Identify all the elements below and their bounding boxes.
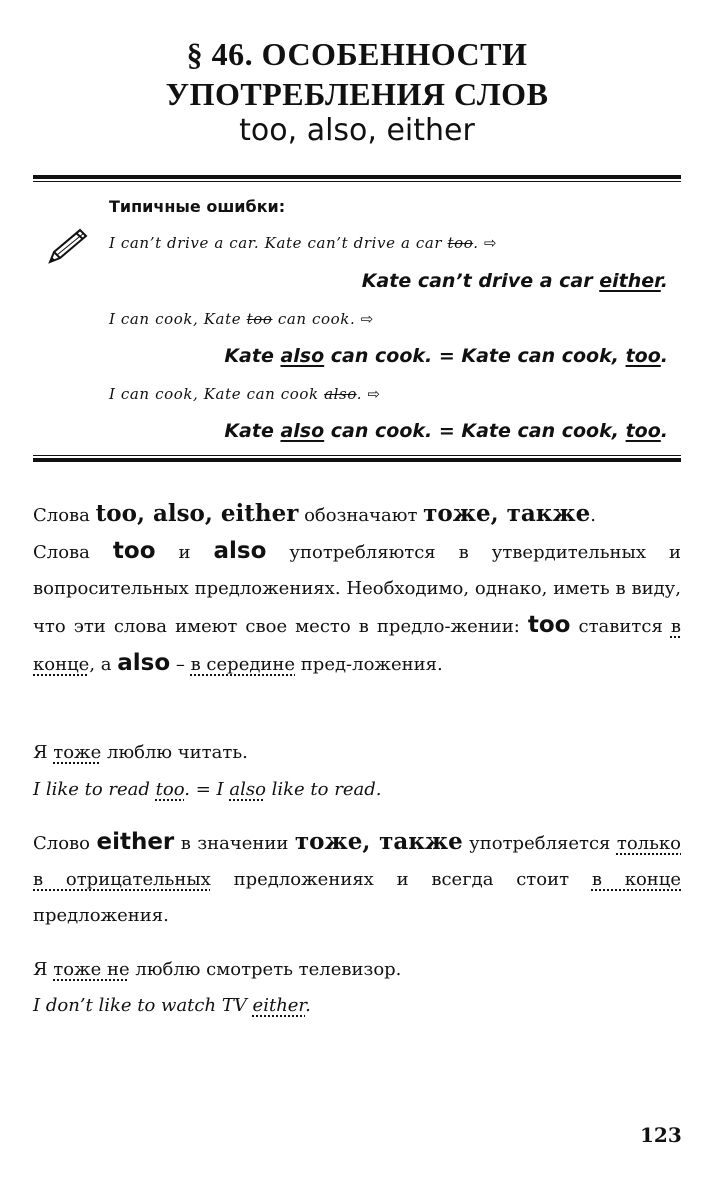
section-title-words: too, also, either bbox=[239, 113, 475, 148]
paragraph-too-also: Слова too и also употребляются в утвердительных и вопросительных предложениях. Необходимо, однако, иметь в виду, что эти слова имеют свое место в предло-жении: too ставится в конце, а also – в середине пред-ложения. bbox=[33, 538, 681, 676]
example-ru-2: Я тоже не люблю смотреть телевизор. bbox=[33, 959, 402, 980]
pencil-icon bbox=[44, 226, 92, 266]
box-top-rule bbox=[33, 175, 681, 182]
section-title-line2: УПОТРЕБЛЕНИЯ СЛОВ bbox=[165, 76, 549, 112]
correction-3: Kate also can cook. = Kate can cook, too. bbox=[224, 420, 668, 442]
arrow-right-icon: ⇨ bbox=[360, 310, 374, 328]
page-number: 123 bbox=[640, 1123, 682, 1147]
correction-2: Kate also can cook. = Kate can cook, too. bbox=[224, 345, 668, 367]
typical-mistakes-label: Типичные ошибки: bbox=[109, 197, 286, 216]
box-bottom-rule bbox=[33, 455, 681, 462]
section-title-line1: § 46. ОСОБЕННОСТИ bbox=[186, 36, 528, 72]
example-ru-1: Я тоже люблю читать. bbox=[33, 742, 248, 763]
mistake-example-3: I can cook, Kate can cook also. ⇨ bbox=[109, 385, 381, 403]
paragraph-either: Слово either в значении тоже, также употребляется только в отрицательных предложениях и всегда стоит в конце предложения. bbox=[33, 828, 682, 926]
arrow-right-icon: ⇨ bbox=[483, 234, 498, 252]
paragraph-meaning: Слова too, also, either обозначают тоже, также. bbox=[33, 500, 596, 527]
mistake-example-1: I can’t drive a car. Kate can’t drive a car too. ⇨ bbox=[109, 234, 498, 252]
correction-1: Kate can’t drive a car either. bbox=[361, 270, 668, 292]
example-en-1: I like to read too. = I also like to read. bbox=[33, 779, 382, 800]
example-en-2: I don’t like to watch TV either. bbox=[33, 995, 311, 1016]
mistake-example-2: I can cook, Kate too can cook. ⇨ bbox=[109, 310, 374, 328]
arrow-right-icon: ⇨ bbox=[367, 385, 381, 403]
